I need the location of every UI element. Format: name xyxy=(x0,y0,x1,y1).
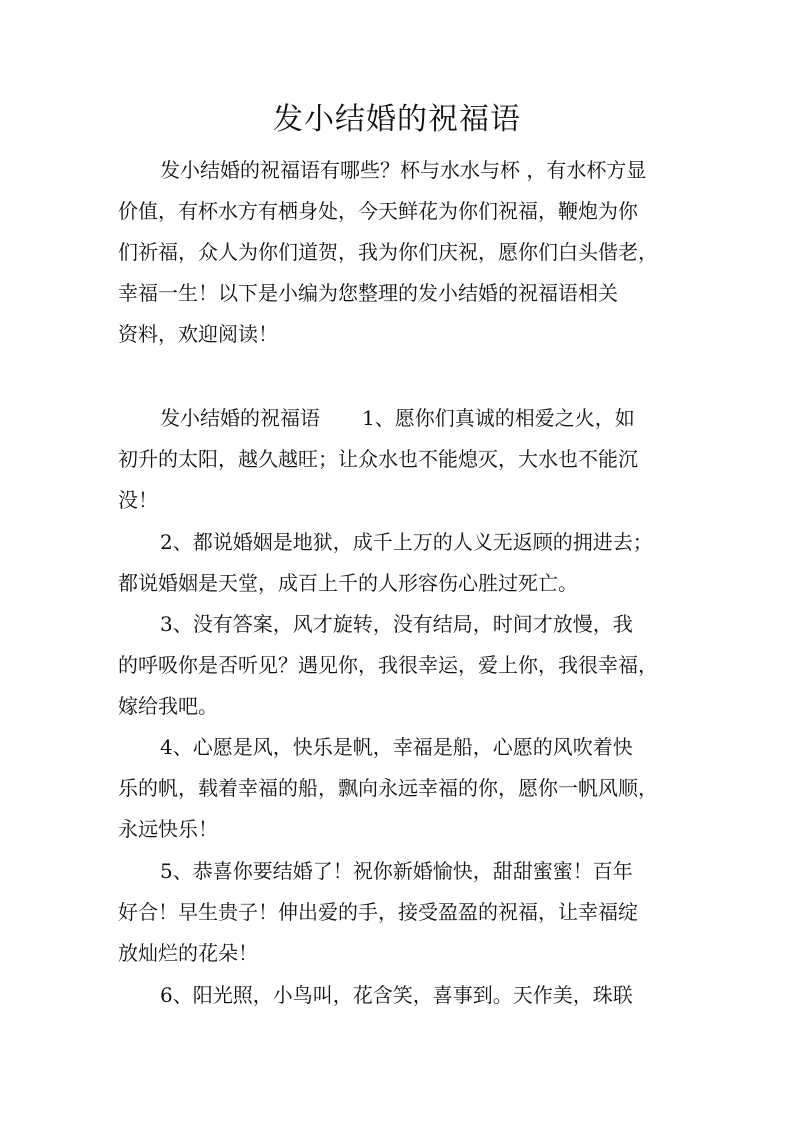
intro-line-5: 资料，欢迎阅读！ xyxy=(118,322,278,346)
wish-item-3-line-2: 的呼吸你是否听见？遇见你，我很幸运，爱上你，我很幸福， xyxy=(118,653,658,677)
intro-line-2: 价值，有杯水方有栖身处，今天鲜花为你们祝福，鞭炮为你 xyxy=(118,199,638,223)
wish-item-4-line-1: 4、心愿是风，快乐是帆，幸福是船，心愿的风吹着快 xyxy=(160,735,633,759)
wish-item-2-line-2: 都说婚姻是天堂，成百上千的人形容伤心胜过死亡。 xyxy=(118,571,578,595)
intro-line-4: 幸福一生！以下是小编为您整理的发小结婚的祝福语相关 xyxy=(118,281,618,305)
wish-item-3-line-3: 嫁给我吧。 xyxy=(118,694,218,718)
wish-item-6 xyxy=(118,975,684,1016)
wish-item-5-line-2: 好合！早生贵子！伸出爱的手，接受盈盈的祝福，让幸福绽 xyxy=(118,900,638,924)
wish-item-1 xyxy=(118,398,684,521)
wish-item-1-line-3: 没！ xyxy=(118,488,158,512)
wish-item-2-line-1: 2、都说婚姻是地狱，成千上万的人义无返顾的拥进去； xyxy=(160,530,653,554)
wish-item-6-line-1: 6、阳光照，小鸟叫，花含笑，喜事到。天作美，珠联 xyxy=(160,983,633,1007)
wish-item-5 xyxy=(118,851,684,974)
intro-paragraph xyxy=(118,150,684,355)
intro-line-1: 发小结婚的祝福语有哪些？杯与水水与杯 ，有水杯方显 xyxy=(160,158,647,182)
section-heading: 发小结婚的祝福语 xyxy=(160,406,320,430)
wish-item-5-line-3: 放灿烂的花朵！ xyxy=(118,941,258,965)
wish-item-1-line-1 xyxy=(118,398,684,439)
wish-item-1-text-start: 1、愿你们真诚的相爱之火，如 xyxy=(362,406,635,430)
wish-item-4-line-3: 永远快乐！ xyxy=(118,817,218,841)
intro-line-3: 们祈福，众人为你们道贺，我为你们庆祝，愿你们白头偕老， xyxy=(118,240,658,264)
wish-item-1-line-2: 初升的太阳，越久越旺；让众水也不能熄灭，大水也不能沉 xyxy=(118,447,638,471)
wish-item-4 xyxy=(118,727,684,850)
wish-item-2 xyxy=(118,522,684,604)
wish-item-3-line-1: 3、没有答案，风才旋转，没有结局，时间才放慢，我 xyxy=(160,612,633,636)
wish-item-3 xyxy=(118,604,684,727)
wish-item-4-line-2: 乐的帆，载着幸福的船，飘向永远幸福的你，愿你一帆风顺， xyxy=(118,776,658,800)
wish-item-5-line-1: 5、恭喜你要结婚了！祝你新婚愉快，甜甜蜜蜜！百年 xyxy=(160,859,633,883)
page-title: 发小结婚的祝福语 xyxy=(273,102,521,137)
